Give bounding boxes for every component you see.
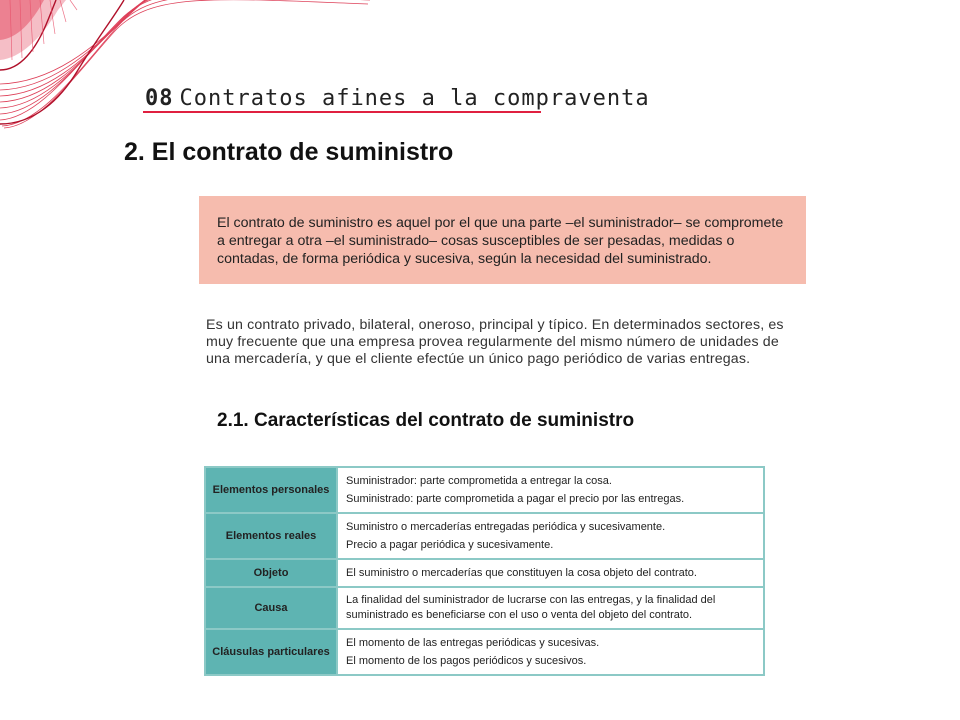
chapter-underline — [143, 111, 541, 113]
characteristics-table — [204, 466, 765, 676]
table-row — [205, 559, 764, 587]
table-row — [205, 629, 764, 675]
detail-line: Suministro o mercaderías entregadas periódica y sucesivamente. — [346, 521, 666, 533]
detail-line: suministrado es beneficiarse con el uso o venta del objeto del contrato. — [346, 609, 693, 621]
detail-line: Precio a pagar periódica y sucesivamente. — [346, 539, 554, 551]
subsection-title: 2.1. Características del contrato de suministro — [217, 410, 635, 431]
body-paragraph: Es un contrato privado, bilateral, oneroso, principal y típico. En determinados sectores, es muy frecuente que una empresa provea regularmente del mismo número de unidades de una mercadería, y que el cliente efectúe un único pago periódico de varias entregas. — [206, 317, 784, 367]
chapter-title: Contratos afines a la compraventa — [179, 86, 650, 111]
detail-line: Suministrado: parte comprometida a pagar el precio por las entregas. — [346, 493, 685, 505]
row-heading: Objeto — [205, 559, 337, 587]
row-heading: Causa — [205, 587, 337, 629]
chapter-header — [145, 86, 650, 111]
definition-text: El contrato de suministro es aquel por el que una parte –el suministrador– se compromete a entregar a otra –el suministrado– cosas susceptibles de ser pesadas, medidas o contadas, de forma periódica y sucesiva, según la necesidad del suministrado. — [217, 215, 784, 267]
chapter-number: 08 — [145, 86, 174, 111]
row-heading: Elementos reales — [205, 513, 337, 559]
row-detail — [337, 587, 764, 629]
table-row — [205, 467, 764, 513]
row-detail — [337, 513, 764, 559]
row-detail — [337, 559, 764, 587]
row-heading: Elementos personales — [205, 467, 337, 513]
detail-line: El momento de los pagos periódicos y sucesivos. — [346, 655, 587, 667]
row-detail — [337, 629, 764, 675]
detail-line: El suministro o mercaderías que constituyen la cosa objeto del contrato. — [346, 567, 697, 579]
definition-box — [199, 196, 806, 284]
detail-line: El momento de las entregas periódicas y sucesivas. — [346, 637, 600, 649]
table-row — [205, 513, 764, 559]
table-row — [205, 587, 764, 629]
detail-line: La finalidad del suministrador de lucrarse con las entregas, y la finalidad del — [346, 594, 716, 606]
row-heading: Cláusulas particulares — [205, 629, 337, 675]
detail-line: Suministrador: parte comprometida a entregar la cosa. — [346, 475, 612, 487]
section-title: 2. El contrato de suministro — [124, 138, 454, 166]
row-detail — [337, 467, 764, 513]
